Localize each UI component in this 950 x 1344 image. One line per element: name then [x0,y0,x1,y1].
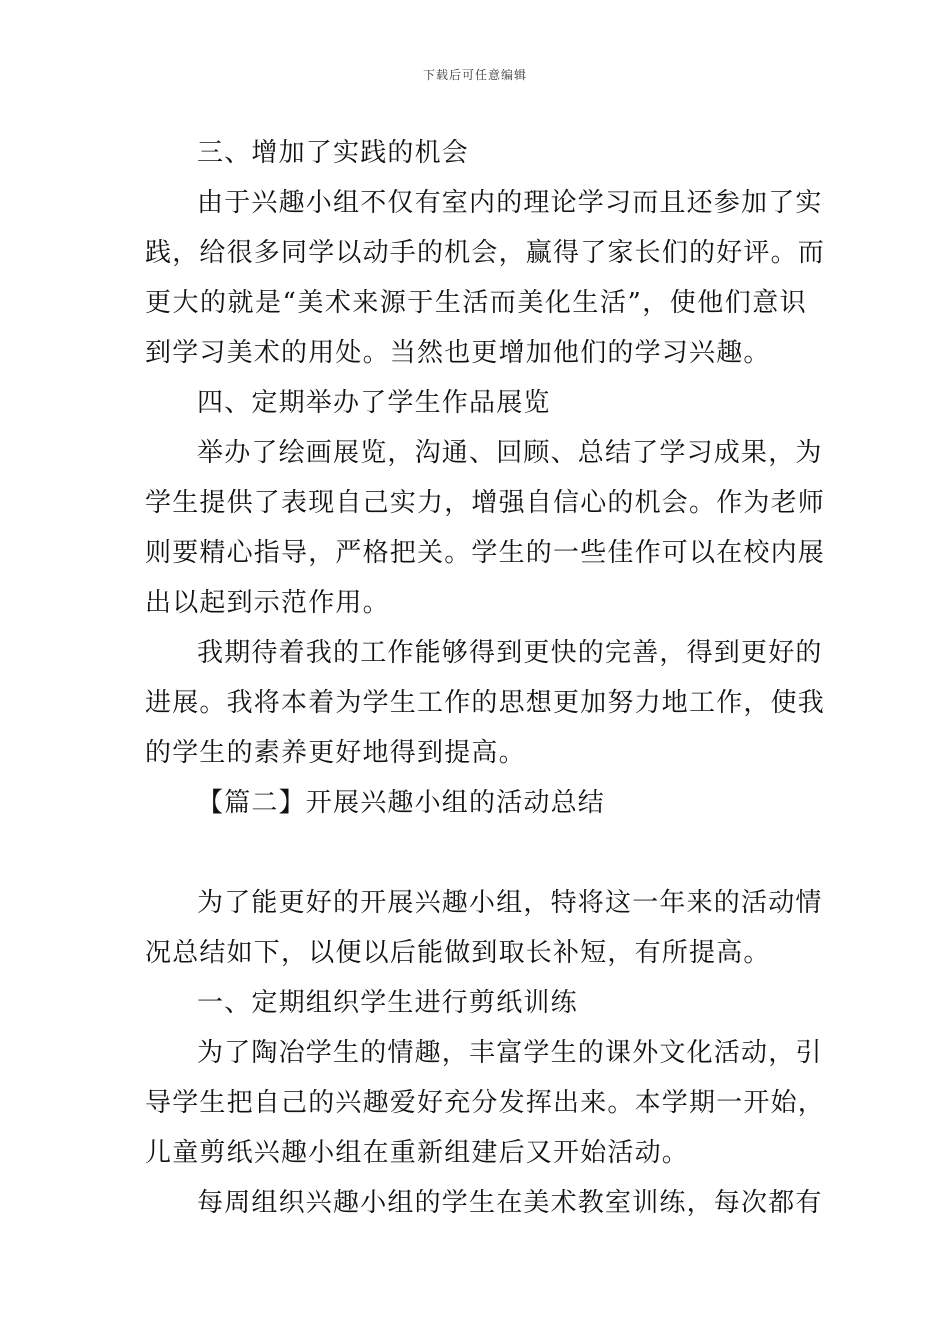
blank-line [145,828,807,878]
paragraph-line: 由于兴趣小组不仅有室内的理论学习而且还参加了实 [197,188,823,218]
paragraph-line: 进展。我将本着为学生工作的思想更加努力地工作，使我 [145,688,826,718]
paragraph-line: 践，给很多同学以动手的机会，赢得了家长们的好评。而 [145,238,826,268]
paragraph-line: 举办了绘画展览，沟通、回顾、总结了学习成果，为 [197,438,823,468]
paragraph-line: 的学生的素养更好地得到提高。 [145,738,526,768]
paragraph-line: 为了能更好的开展兴趣小组，特将这一年来的活动情 [197,888,823,918]
paragraph-line: 儿童剪纸兴趣小组在重新组建后又开始活动。 [145,1138,690,1168]
paragraph-line: 到学习美术的用处。当然也更增加他们的学习兴趣。 [145,338,771,368]
document-body [145,128,826,1228]
paragraph-line: 我期待着我的工作能够得到更快的完善，得到更好的 [197,638,823,668]
paragraph-line: 则要精心指导，严格把关。学生的一些佳作可以在校内展 [145,538,826,568]
paragraph-line: 导学生把自己的兴趣爱好充分发挥出来。本学期一开始， [145,1088,826,1118]
page-header-note: 下载后可任意编辑 [422,68,527,82]
section-heading: 四、定期举办了学生作品展览 [197,388,551,418]
article-title: 【篇二】开展兴趣小组的活动总结 [197,788,606,818]
section-heading: 一、定期组织学生进行剪纸训练 [197,988,578,1018]
paragraph-line: 况总结如下，以便以后能做到取长补短，有所提高。 [145,938,771,968]
paragraph-line: 出以起到示范作用。 [145,588,390,618]
paragraph-line: 每周组织兴趣小组的学生在美术教室训练，每次都有 [197,1188,823,1218]
paragraph-line: 更大的就是“美术来源于生活而美化生活”，使他们意识 [145,288,807,318]
section-heading: 三、增加了实践的机会 [197,138,470,168]
paragraph-line: 学生提供了表现自己实力，增强自信心的机会。作为老师 [145,488,826,518]
paragraph-line: 为了陶冶学生的情趣，丰富学生的课外文化活动，引 [197,1038,823,1068]
